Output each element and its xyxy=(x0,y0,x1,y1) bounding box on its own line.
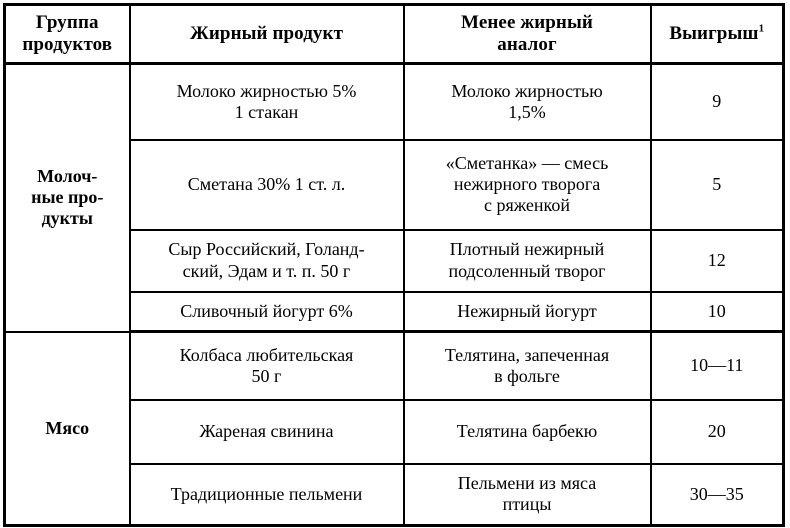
column-header-group-line2: продуктов xyxy=(22,34,113,55)
cell-gain: 5 xyxy=(651,140,784,230)
cell-text-line1: «Сметанка» — смесь xyxy=(445,152,609,173)
cell-fat-product xyxy=(130,64,404,140)
cell-fat-product: Сметана 30% 1 ст. л. xyxy=(130,140,404,230)
cell-text-line1: Колбаса любительская xyxy=(179,344,354,365)
cell-lean-analog xyxy=(404,140,651,230)
cell-text-line2: подсоленный творог xyxy=(448,260,606,281)
cell-text-line2: 1,5% xyxy=(508,101,546,122)
cell-fat-product xyxy=(130,230,404,292)
group-label-dairy-line1: Молоч- xyxy=(37,165,98,186)
cell-text-line1: Сыр Российский, Голанд- xyxy=(168,239,365,260)
cell-lean-analog: Нежирный йогурт xyxy=(404,292,651,332)
cell-gain: 30—35 xyxy=(651,464,784,526)
group-label-dairy xyxy=(5,64,130,332)
footnote-marker: 1 xyxy=(758,22,765,35)
cell-text-line2: нежирного творога xyxy=(453,173,601,194)
cell-gain: 20 xyxy=(651,400,784,464)
fat-vs-lean-products-table xyxy=(3,3,785,527)
column-header-lean-analog xyxy=(404,5,651,64)
column-header-gain xyxy=(651,5,784,64)
cell-text-line1: Молоко жирностью 5% xyxy=(176,80,357,101)
cell-fat-product xyxy=(130,332,404,400)
table-header-row xyxy=(5,5,784,64)
group-label-meat-line1: Мясо xyxy=(45,417,90,438)
cell-fat-product: Сливочный йогурт 6% xyxy=(130,292,404,332)
column-header-gain-label: Выигрыш xyxy=(669,22,759,44)
cell-text-line2: птицы xyxy=(502,494,552,515)
cell-gain: 10—11 xyxy=(651,332,784,400)
cell-text-line2: 1 стакан xyxy=(234,101,299,122)
column-header-lean-analog-line1: Менее жирный xyxy=(461,11,593,33)
cell-gain: 12 xyxy=(651,230,784,292)
cell-lean-analog xyxy=(404,332,651,400)
cell-lean-analog xyxy=(404,464,651,526)
column-header-group xyxy=(5,5,130,64)
cell-text-line1: Пельмени из мяса xyxy=(457,473,597,494)
cell-fat-product: Жареная свинина xyxy=(130,400,404,464)
table-row xyxy=(5,64,784,140)
cell-text-line2: в фольге xyxy=(494,365,560,386)
cell-text-line2: 50 г xyxy=(251,365,282,386)
column-header-fat-product: Жирный продукт xyxy=(130,5,404,64)
group-label-meat xyxy=(5,332,130,526)
group-label-dairy-line3: дукты xyxy=(41,208,93,229)
cell-lean-analog xyxy=(404,64,651,140)
cell-lean-analog: Телятина барбекю xyxy=(404,400,651,464)
group-label-dairy-line2: ные про- xyxy=(31,187,104,208)
cell-text-line2: ский, Эдам и т. п. 50 г xyxy=(182,260,351,281)
table-row xyxy=(5,332,784,400)
column-header-group-line1: Группа xyxy=(35,11,99,33)
cell-text-line3: с ряженкой xyxy=(483,195,571,216)
cell-text-line1: Плотный нежирный xyxy=(449,239,605,260)
cell-lean-analog xyxy=(404,230,651,292)
cell-gain: 9 xyxy=(651,64,784,140)
cell-text-line1: Телятина, запеченная xyxy=(444,344,610,365)
cell-text-line1: Молоко жирностью xyxy=(451,80,603,101)
column-header-lean-analog-line2: аналог xyxy=(497,34,557,55)
cell-gain: 10 xyxy=(651,292,784,332)
cell-fat-product: Традиционные пельмени xyxy=(130,464,404,526)
